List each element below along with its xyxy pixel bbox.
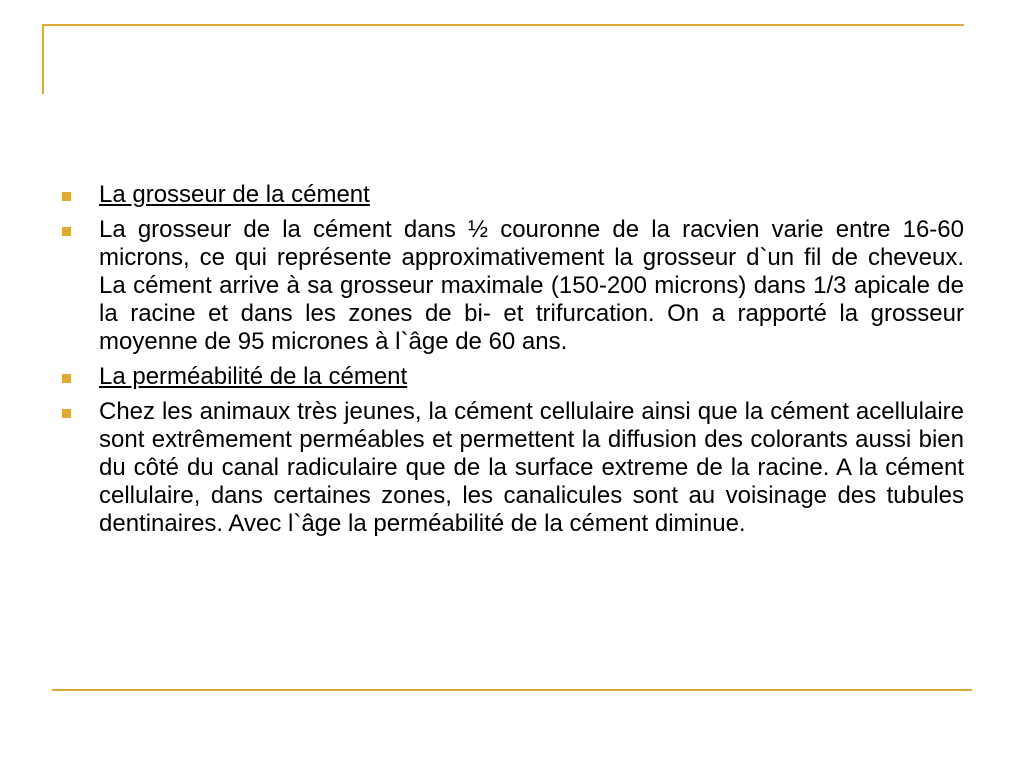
frame-left-rule (42, 24, 44, 94)
square-bullet-icon (62, 374, 71, 383)
paragraph-permeabilite: Chez les animaux très jeunes, la cément cellulaire ainsi que la cément acellulaire sont extrêmement perméables et permettent la diffusion des colorants aussi bien du côté du canal radiculaire que de la surface extreme de la racine. A la cément cellulaire, dans certaines zones, les canalicules sont au voisinage des tubules dentinaires. Avec l`âge la perméabilité de la cément diminue. (99, 398, 964, 537)
frame-top-rule (42, 24, 964, 26)
heading-grosseur: La grosseur de la cément (99, 181, 370, 208)
square-bullet-icon (62, 227, 71, 236)
bullet-item (62, 398, 964, 538)
square-bullet-icon (62, 409, 71, 418)
frame-bottom-rule (52, 689, 972, 691)
square-bullet-icon (62, 192, 71, 201)
bullet-item (62, 181, 964, 209)
slide-content (62, 181, 964, 545)
heading-permeabilite: La perméabilité de la cément (99, 363, 408, 390)
bullet-item (62, 363, 964, 391)
bullet-item (62, 216, 964, 356)
paragraph-grosseur: La grosseur de la cément dans ½ couronne de la racvien varie entre 16-60 microns, ce qui représente approximativement la grosseur d`un fil de cheveux. La cément arrive à sa grosseur maximale (150-200 microns) dans 1/3 apicale de la racine et dans les zones de bi- et trifurcation. On a rapporté la grosseur moyenne de 95 micrones à l`âge de 60 ans. (99, 216, 964, 355)
